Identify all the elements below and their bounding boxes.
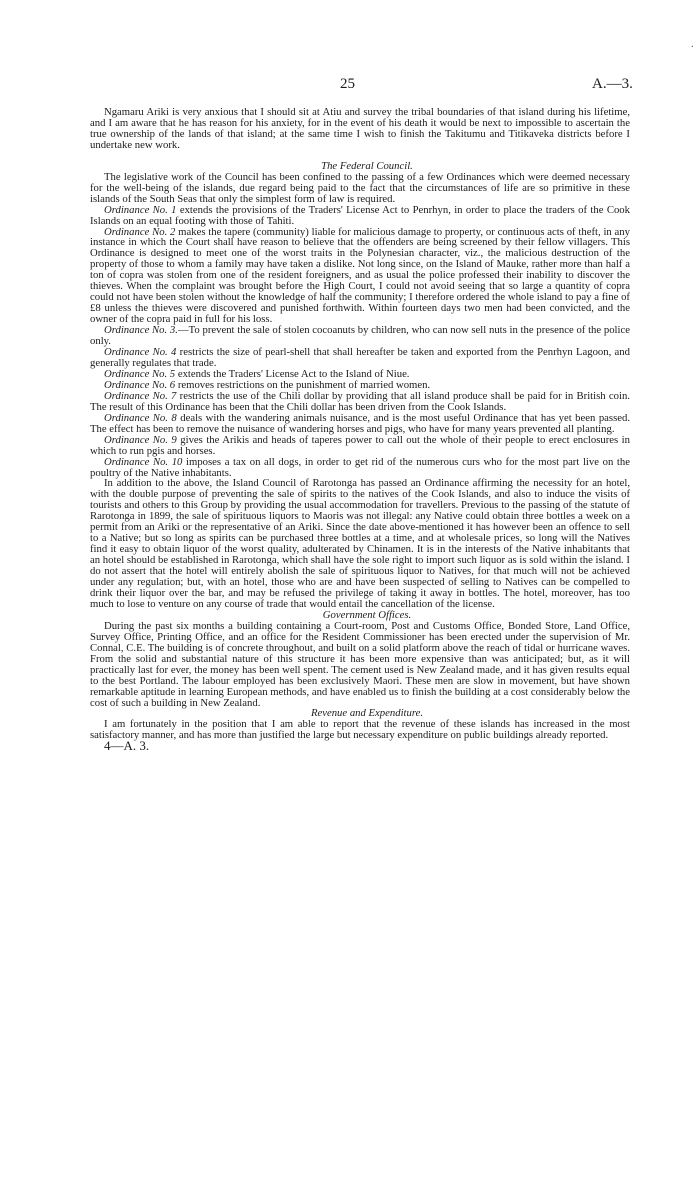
ordinance-text: restricts the size of pearl-shell that shall hereafter be taken and exported from the Penrhyn Lagoon, and generally regulates that trade. [90, 346, 630, 369]
ordinance-label: Ordinance No. 10 [104, 455, 183, 468]
ordinance-label: Ordinance No. 6 [104, 378, 176, 391]
ordinance-text: removes restrictions on the punishment of married women. [175, 378, 431, 391]
section-heading-federal-council: The Federal Council. [321, 159, 413, 172]
ordinance-paragraph [90, 205, 630, 227]
ordinance-label: Ordinance No. 9 [104, 433, 177, 446]
ordinance-text: —To prevent the sale of stolen cocoanuts by children, who can now sell nuts in the presence of the police only. [90, 324, 630, 348]
margin-mark: · [690, 42, 694, 53]
page-header [0, 76, 700, 94]
ordinance-label: Ordinance No. 8 [104, 411, 177, 424]
ordinance-label: Ordinance No. 5 [104, 367, 176, 380]
section-heading-revenue: Revenue and Expenditure. [310, 707, 424, 720]
ordinance-paragraph [90, 435, 630, 457]
ordinance-label: Ordinance No. 1 [104, 203, 177, 216]
ordinance-text: deals with the wandering animals nuisance, and is the most useful Ordinance that has yet been passed. The effect has been to remove the nuisance of wandering horses and pigs, who have for many years prevented all planting. [90, 411, 630, 435]
sheet-reference: 4—A. 3. [104, 738, 150, 754]
section-heading-government-offices: Government Offices. [322, 608, 412, 621]
ordinance-text: gives the Arikis and heads of taperes power to call out the whole of their people to erect enclosures in which to run pgis and horses. [90, 433, 630, 457]
ordinance-paragraph [90, 457, 630, 479]
federal-council-closing: In addition to the above, the Island Council of Rarotonga has passed an Ordinance affirming the necessity for an hotel, with the double purpose of preventing the sale of spirits to the natives of the Cook Islands, and also to induce the visits of tourists and others to this Group by providing the usual accommodation for travellers. Previous to the passing of the statute of Rarotonga in 1899, the sale of spirituous liquors to Maoris was not illegal: any Native could obtain three bottles a week on a permit from an Ariki or the representative of an Ariki. Since the date above-mentioned it has however been an offence to sell to a Native; but so long as spirits can be purchased three bottles at a time, and at wholesale prices, so long will the Natives find it easy to obtain liquor of the worst quality, adulterated by Chinamen. It is in the interests of the Native inhabitants that an hotel should be established in Rarotonga, which shall have the sole right to import such liquor as is sold within the island. I do not assert that the hotel will entirely abolish the sale of spirituous liquor to Natives, for that much will not be achieved under any regulation; but, with an hotel, those who are and have been suspected of selling to Natives can be compelled to drink their liquor over the bar, and may be refused the privilege of taking it away in bottles. The hotel, moreover, has too much to lose to venture on any course of trade that would entail the cancellation of the license. [90, 477, 630, 610]
revenue-paragraph: I am fortunately in the position that I am able to report that the revenue of these islands has increased in the most satisfactory manner, and has more than justified the large but necessary expenditure on public buildings already reported. [90, 718, 630, 742]
ordinance-text: restricts the use of the Chili dollar by providing that all island produce shall be paid for in British coin. The result of this Ordinance has been that the Chili dollar has been driven from the Cook Islands. [90, 389, 630, 413]
ordinance-paragraph [90, 391, 630, 413]
document-reference: A.—3. [592, 76, 633, 92]
intro-paragraph: Ngamaru Ariki is very anxious that I should sit at Atiu and survey the tribal boundaries of that island during his lifetime, and I am aware that he has reason for his anxiety, for in the event of his death it would be next to impossible to ascertain the true ownership of the lands of that island; at the same time I wish to finish the Takitumu and Titikaveka districts before I undertake new work. [90, 106, 630, 151]
federal-council-intro: The legislative work of the Council has been confined to the passing of a few Ordinances which were deemed necessary for the well-being of the islands, due regard being paid to the fact that the circumstances of life are so primitive in these islands of the South Seas that only the simplest form of law is required. [90, 170, 630, 205]
ordinance-paragraph [90, 413, 630, 435]
ordinance-paragraph [90, 227, 630, 326]
ordinance-label: Ordinance No. 2 [104, 225, 176, 238]
ordinance-text: extends the Traders' License Act to the Island of Niue. [175, 367, 410, 380]
ordinance-label: Ordinance No. 3. [104, 324, 178, 337]
ordinance-paragraph [90, 347, 630, 369]
ordinance-text: imposes a tax on all dogs, in order to get rid of the numerous curs who for the most part live on the poultry of the Native inhabitants. [90, 455, 630, 479]
ordinance-label: Ordinance No. 7 [104, 389, 177, 402]
ordinance-text: makes the tapere (community) liable for malicious damage to property, or continuous acts of theft, in any instance in which the Court shall have reason to believe that the offenders are being screened by their fellow villagers. This Ordinance is designed to meet one of the worst traits in the Polynesian character, viz., the malicious destruction of the property of those to whom a family may have taken a dislike. Not long since, on the Island of Mauke, rather more than half a ton of copra was stolen from one of the resident foreigners, and as usual the police professed their inability to discover the thieves. When the complaint was brought before the High Court, I could not avoid seeing that so large a quantity of copra could not have been stolen without the knowledge of half the community; I therefore ordered the whole island to pay a fine of £8 unless the thieves were discovered and punished forthwith. Within fourteen days two men had been convicted, and the owner of the copra paid in full for his loss. [90, 225, 630, 326]
government-offices-paragraph: During the past six months a building containing a Court-room, Post and Customs Office, Bonded Store, Land Office, Survey Office, Printing Office, and an office for the Resident Commissioner has been erected under the supervision of Mr. Connal, C.E. The building is of concrete throughout, and built on a solid platform above the reach of tidal or hurricane waves. From the solid and substantial nature of this structure it has been more expensive than was anticipated; but, as it will practically last for ever, the money has been well spent. The cement used is New Zealand made, and it has given results equal to the best Portland. The labour employed has been exclusively Maori. These men are slow in movement, but have shown remarkable aptitude in learning European methods, and have enabled us to finish the building at a cost considerably below the cost of such a building in New Zealand. [90, 619, 630, 709]
ordinance-label: Ordinance No. 4 [104, 346, 177, 359]
ordinance-paragraph [90, 325, 630, 347]
page-number: 25 [340, 76, 355, 92]
body-text [90, 107, 630, 752]
ordinance-text: extends the provisions of the Traders' License Act to Penrhyn, in order to place the traders of the Cook Islands on an equal footing with those of Tahiti. [90, 203, 630, 227]
